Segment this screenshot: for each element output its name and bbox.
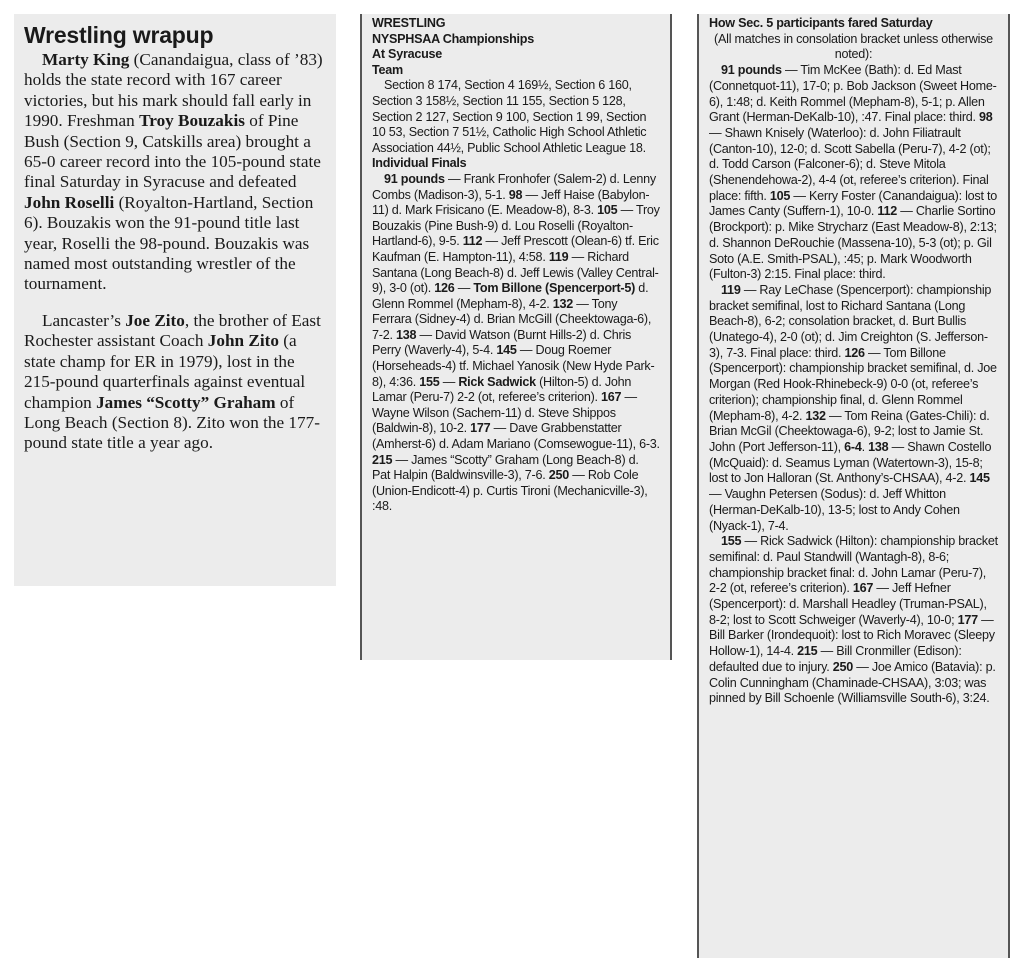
section5-header: How Sec. 5 participants fared Saturday bbox=[709, 16, 933, 30]
name-marty-king: Marty King bbox=[42, 50, 130, 69]
results-header-individual: Individual Finals bbox=[372, 156, 467, 171]
name-scotty-graham: James “Scotty” Graham bbox=[96, 392, 276, 412]
section5-results-part2: 119 — Ray LeChase (Spencerport): championship bracket semifinal, lost to Richard Santana (Long Beach-8), 6-2; consolation bracket, d. Burt Bullis (Unatego-4), 2-0 (ot); d. Jim Creighton (S. Jefferson-3), 7-3. Final place: third. 126 — Tom Billone (Spencerport): championship bracket semifinal, d. Joe Morgan (Red Hook-Rhinebeck-9) 0-0 (ot, referee’s criterion); championship final, d. Glenn Rommel (Mepham-8), 4-2. 132 — Tom Reina (Gates-Chili): d. Brian McGil (Cheektowaga-6), 9-2; lost to Jamie St. John (Port Jefferson-11), 6-4. 138 — Shawn Costello (McQuaid): d. Seamus Lyman (Watertown-3), 15-8; lost to Jon Halloran (St. Anthony’s-CHSAA), 4-2. 145 — Vaughn Petersen (Sodus): d. Jeff Whitton (Herman-DeKalb-10), 13-5; lost to Andy Cohen (Nyack-1), 7-4. bbox=[709, 282, 997, 533]
section5-results-part3: 155 — Rick Sadwick (Hilton): championship bracket semifinal: d. Paul Standwill (Wantagh-8), 8-6; championship bracket final: d. John Lamar (Peru-7), 2-2 (ot, referee’s criterion). 167 — Jeff Hefner (Spencerport): d. Marshall Headley (Truman-PSAL), 8-2; lost to Scott Schweiger (Waverly-4), 10-0; 177 — Bill Barker (Irondequoit): lost to Rich Moravec (Sleepy Hollow-1), 14-4. 215 — Bill Cronmiller (Edison): defaulted due to injury. 250 — Joe Amico (Batavia): p. Colin Cunningham (Chaminade-CHSAA), 3:03; was pinned by Bill Schoenle (Williamsville South-6), 3:24. bbox=[709, 534, 998, 706]
team-standings: Section 8 174, Section 4 169½, Section 6 160, Section 3 158½, Section 11 155, Section 5 128, Section 2 127, Section 9 100, Section 1 99, Section 10 53, Section 7 51½, Catholic High School Athletic Association 44½, Public School Athletic League 18. bbox=[372, 78, 647, 155]
section5-results-clipping bbox=[697, 14, 1010, 958]
name-troy-bouzakis: Troy Bouzakis bbox=[139, 111, 245, 131]
name-john-roselli: John Roselli bbox=[24, 192, 115, 212]
results-header-team: Team bbox=[372, 62, 403, 77]
results-header-sport: WRESTLING bbox=[372, 16, 446, 30]
wrestling-wrapup-clipping bbox=[14, 14, 336, 586]
wrapup-headline: Wrestling wrapup bbox=[24, 22, 214, 48]
name-joe-zito: Joe Zito bbox=[125, 310, 185, 330]
results-header-event: NYSPHSAA Championships bbox=[372, 31, 534, 46]
section5-results-part1: 91 pounds — Tim McKee (Bath): d. Ed Mast (Connetquot-11), 17-0; p. Bob Jackson (Sweet Home-6), 1:48; d. Keith Rommel (Mepham-8), 5-1; p. Allen Grant (Herman-DeKalb-10), :47. Final place: third. 98 — Shawn Knisely (Waterloo): d. John Filiatrault (Canton-10), 12-0; d. Scott Sabella (Peru-7), 4-2 (ot); d. Todd Carson (Falconer-6); d. Steve Mitola (Shenendehowa-2), 4-4 (ot, referee’s criterion). Final place: fifth. 105 — Kerry Foster (Canandaigua): lost to James Canty (Suffern-1), 10-0. 112 — Charlie Sortino (Brockport): p. Mike Strycharz (East Meadow-8), 2:13; d. Shannon DeRouchie (Massena-10), 5-3 (ot); p. Gil Soto (A.E. Smith-PSAL), :45; p. Mark Woodworth (Fulton-3) 2:15. Final place: third. bbox=[709, 63, 997, 282]
individual-finals-results: 91 pounds — Frank Fronhofer (Salem-2) d. Lenny Combs (Madison-3), 5-1. 98 — Jeff Haise (Babylon-11) d. Mark Frisicano (E. Meadow-8), 8-3. 105 — Troy Bouzakis (Pine Bush-9) d. Lou Roselli (Royalton-Hartland-6), 9-5. 112 — Jeff Prescott (Olean-6) tf. Eric Kaufman (E. Hampton-11), 4:58. 119 — Richard Santana (Long Beach-8) d. Jeff Lewis (Valley Central-9), 3-0 (ot). 126 — Tom Billone (Spencerport-5) d. Glenn Rommel (Mepham-8), 4-2. 132 — Tony Ferrara (Sidney-4) d. Brian McGill (Cheektowaga-6), 7-2. 138 — David Watson (Burnt Hills-2) d. Chris Perry (Waverly-4), 5-4. 145 — Doug Roemer (Horseheads-4) tf. Michael Yanosik (New Hyde Park-8), 4:36. 155 — Rick Sadwick (Hilton-5) d. John Lamar (Peru-7) 2-2 (ot, referee’s criterion). 167 — Wayne Wilson (Sachem-11) d. Steve Shippos (Baldwin-8), 10-2. 177 — Dave Grabbenstatter (Amherst-6) d. Adam Mariano (Comsewogue-11), 6-3. 215 — James “Scotty” Graham (Long Beach-8) d. Pat Halpin (Baldwinsville-3), 7-6. 250 — Rob Cole (Union-Endicott-4) p. Curtis Tironi (Mechanicville-3), :48. bbox=[372, 171, 660, 514]
wrapup-paragraph-2: Lancaster’s Joe Zito, the brother of East Rochester assistant Coach John Zito (a state champ for ER in 1979), lost in the 215-pound quarterfinals against eventual champion James “Scotty” Graham of Long Beach (Section 8). Zito won the 177-pound state title a year ago. bbox=[24, 310, 321, 453]
wrapup-paragraph-1: Marty King (Canandaigua, class of ’83) holds the state record with 167 career victories, but his mark should fall early in 1990. Freshman Troy Bouzakis of Pine Bush (Section 9, Catskills area) brought a 65-0 career record into the 105-pound state final Saturday in Syracuse and defeated John Roselli (Royalton-Hartland, Section 6). Bouzakis won the 91-pound title last year, Roselli the 98-pound. Bouzakis was named most outstanding wrestler of the tournament. bbox=[24, 50, 323, 294]
name-john-zito: John Zito bbox=[207, 331, 279, 351]
results-header-location: At Syracuse bbox=[372, 47, 443, 62]
championship-results-clipping bbox=[360, 14, 672, 660]
section5-note: (All matches in consolation bracket unless otherwise noted): bbox=[714, 31, 993, 62]
